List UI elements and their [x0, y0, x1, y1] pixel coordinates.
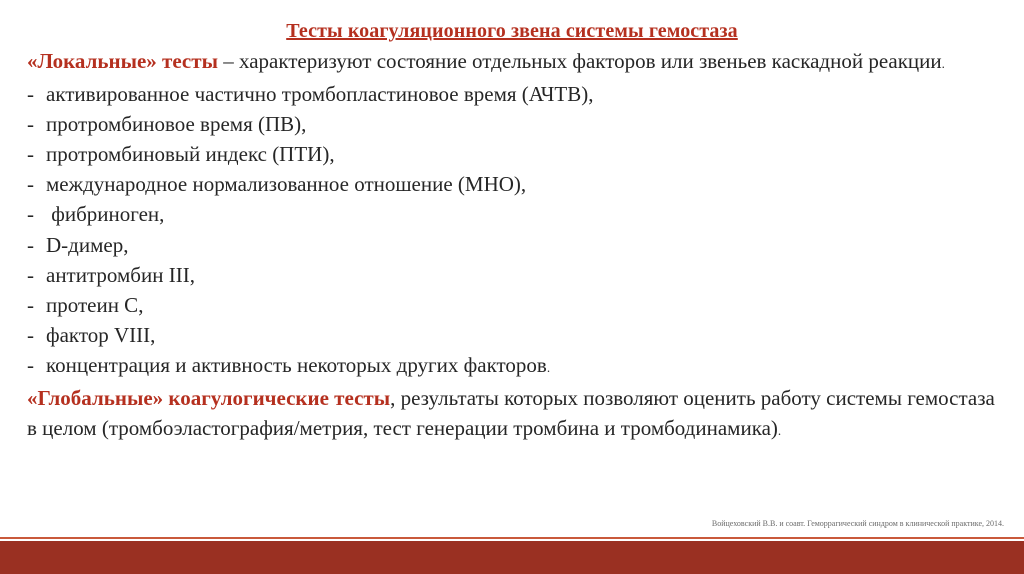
list-item-text: фибриноген, — [46, 202, 165, 227]
local-tests-list — [27, 79, 1002, 383]
list-item — [27, 230, 1002, 260]
list-item-text: протромбиновое время (ПВ), — [46, 112, 307, 137]
list-item — [27, 169, 1002, 199]
list-item-text-main: концентрация и активность некоторых других факторов — [46, 352, 547, 377]
list-dash: - — [27, 262, 34, 287]
list-item-text — [46, 350, 550, 383]
list-item — [27, 290, 1002, 320]
local-tests-term: «Локальные» тесты — [27, 49, 218, 73]
list-item-text: D-димер, — [46, 232, 129, 257]
list-item-text: протеин С, — [46, 292, 144, 317]
slide-body — [27, 46, 1002, 446]
list-dash: - — [27, 112, 34, 137]
list-item — [27, 109, 1002, 139]
list-item-text: антитромбин III, — [46, 262, 195, 287]
list-item — [27, 79, 1002, 109]
list-dash: - — [27, 352, 34, 377]
list-item — [27, 139, 1002, 169]
list-dash: - — [27, 232, 34, 257]
local-tests-paragraph — [27, 46, 1002, 79]
list-dash: - — [27, 202, 34, 227]
list-item-text: фактор VIII, — [46, 322, 156, 347]
footer-bar — [0, 541, 1024, 574]
global-tests-paragraph — [27, 383, 1002, 446]
list-item — [27, 320, 1002, 350]
list-dash: - — [27, 82, 34, 107]
list-item-end: . — [546, 359, 551, 375]
list-item — [27, 260, 1002, 290]
global-tests-term: «Глобальные» коагулогические тесты — [27, 386, 391, 411]
footer-divider — [0, 537, 1024, 539]
global-tests-description: , результаты которых позволяют оценить работу системы гемостаза в целом (тромбоэластография/метрия, тест генерации тромбина и тромбодинамика) — [27, 386, 995, 441]
list-dash: - — [27, 292, 34, 317]
list-item-text: международное нормализованное отношение (МНО), — [46, 172, 527, 197]
slide-title: Тесты коагуляционного звена системы гемостаза — [286, 20, 738, 42]
list-dash: - — [27, 322, 34, 347]
list-item-text: протромбиновый индекс (ПТИ), — [46, 142, 335, 167]
list-item-text: активированное частично тромбопластиновое время (АЧТВ), — [46, 82, 594, 107]
local-tests-end: . — [941, 56, 945, 71]
list-item — [27, 350, 1002, 383]
global-tests-end: . — [777, 423, 782, 439]
list-dash: - — [27, 142, 34, 167]
list-item — [27, 199, 1002, 229]
citation: Войцеховский В.В. и соавт. Геморрагический синдром в клинической практике, 2014. — [711, 519, 1004, 528]
list-dash: - — [27, 172, 34, 197]
local-tests-description: – характеризуют состояние отдельных факторов или звеньев каскадной реакции — [217, 49, 942, 73]
